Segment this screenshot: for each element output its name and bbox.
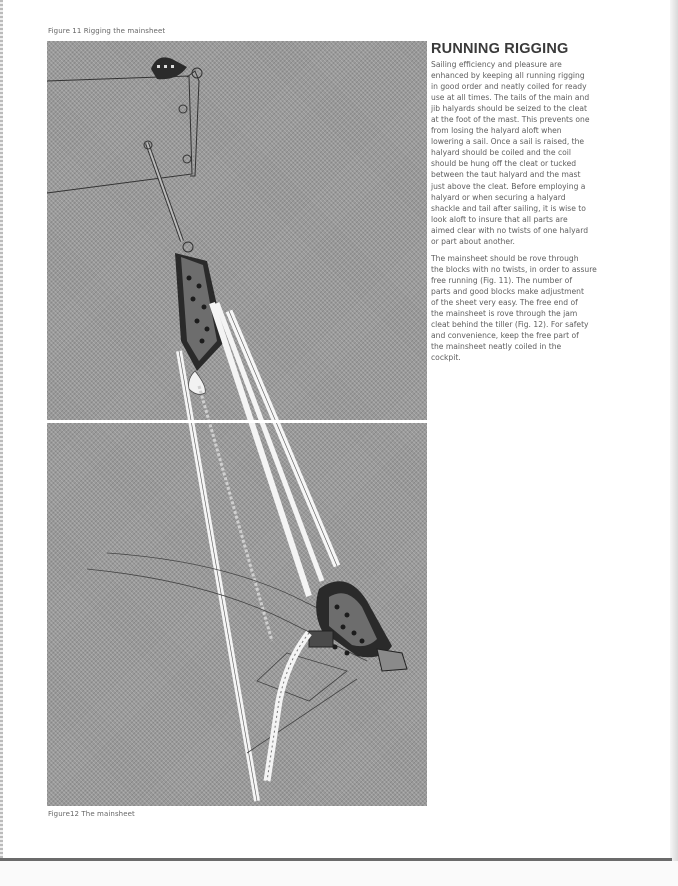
- text-line: cleat behind the tiller (Fig. 12). For safety: [431, 320, 589, 330]
- text-line: the mainsheet is rove through the jam: [431, 309, 578, 319]
- text-line: or part about another.: [431, 236, 515, 246]
- upper-shackle: [144, 141, 193, 252]
- text-line: use at all times. The tails of the main and: [431, 93, 590, 103]
- mainsheet-rope: [179, 303, 337, 801]
- text-line: jib halyards should be seized to the cleat: [431, 104, 587, 114]
- text-line: should be hung off the cleat or tucked: [431, 159, 577, 169]
- page-left-edge: [0, 0, 3, 870]
- text-line: the blocks with no twists, in order to assure: [431, 265, 597, 275]
- mainsheet-illustration: [47, 41, 427, 806]
- text-line: parts and good blocks make adjustment: [431, 287, 584, 297]
- figure-divider: [47, 420, 427, 423]
- text-line: look aloft to insure that all parts are: [431, 214, 568, 224]
- text-line: just above the cleat. Before employing a: [431, 181, 586, 191]
- illustration-drawing: [47, 41, 427, 806]
- text-line: the mainsheet neatly coiled in the: [431, 342, 562, 352]
- text-line: enhanced by keeping all running rigging: [431, 71, 585, 81]
- figure-12-caption: Figure12 The mainsheet: [48, 810, 135, 818]
- text-line: between the taut halyard and the mast: [431, 170, 581, 180]
- boom-end: [47, 57, 202, 193]
- text-line: halyard or when securing a halyard: [431, 192, 566, 202]
- text-line: shackle and tail after sailing, it is wise to: [431, 203, 586, 213]
- sheet-tail: [267, 633, 309, 781]
- text-line: of the sheet very easy. The free end of: [431, 298, 578, 308]
- text-line: from losing the halyard aloft when: [431, 126, 562, 136]
- text-line: lowering a sail. Once a sail is raised, the: [431, 137, 585, 147]
- text-line: in good order and neatly coiled for ready: [431, 82, 587, 92]
- figure-11-caption: Figure 11 Rigging the mainsheet: [48, 27, 166, 35]
- text-line: cockpit.: [431, 353, 461, 363]
- text-line: aimed clear with no twists of one halyard: [431, 225, 589, 235]
- paragraph-mainsheet: [431, 253, 643, 363]
- text-line: halyard should be coiled and the coil: [431, 148, 571, 158]
- text-line: free running (Fig. 11). The number of: [431, 276, 572, 286]
- text-line: Sailing efficiency and pleasure are: [431, 60, 562, 69]
- text-line: The mainsheet should be rove through: [431, 254, 579, 263]
- lower-block-jam-cleat: [309, 581, 407, 671]
- text-line: at the foot of the mast. This prevents one: [431, 115, 590, 125]
- page-bottom-margin: [0, 861, 678, 886]
- paragraph-halyards: [431, 59, 643, 247]
- page-right-edge: [670, 0, 678, 886]
- section-heading: RUNNING RIGGING: [431, 41, 569, 57]
- text-line: and convenience, keep the free part of: [431, 331, 579, 341]
- becket-knot: [189, 371, 206, 394]
